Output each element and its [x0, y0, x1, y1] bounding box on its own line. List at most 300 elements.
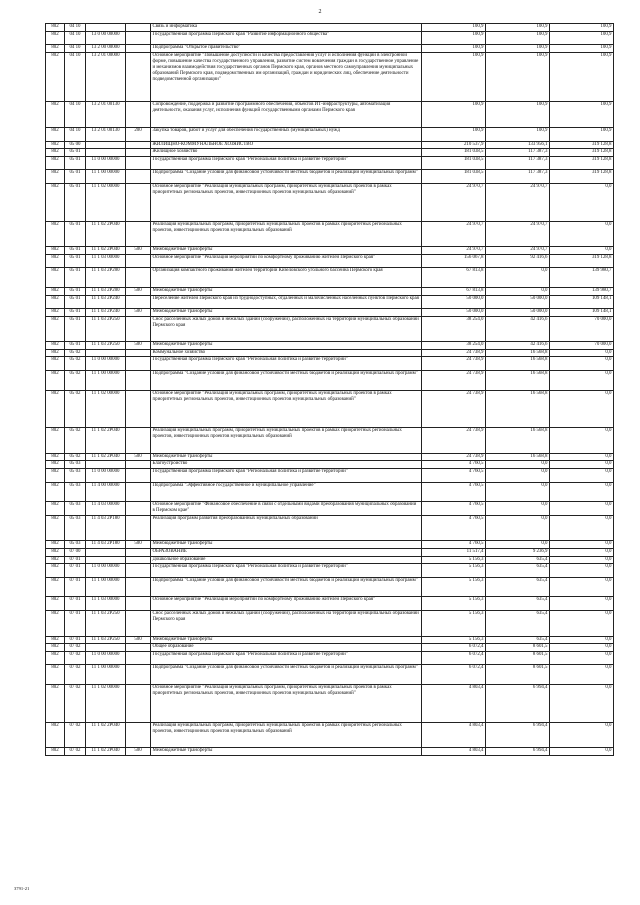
target-article-cell: 11 1 03 2Р240 [86, 295, 126, 309]
amount-year1-cell: 4 803,4 [422, 684, 486, 722]
amount-year1-cell: 67 813,8 [422, 268, 486, 288]
footer-code: 3791-21 [14, 886, 30, 891]
amount-year3-cell: 100,9 [550, 45, 614, 53]
description-cell: Подпрограмма "Создание условий для финансовой устойчивости местных бюджетов и реализации муниципальных программ" [151, 665, 422, 685]
amount-year3-cell: 70 000,0 [550, 342, 614, 350]
expense-type-cell [126, 644, 151, 652]
table-row [46, 564, 614, 578]
expense-type-cell: 500 [126, 342, 151, 350]
amount-year2-cell: 50 000,0 [486, 309, 550, 317]
amount-year3-cell: 0,0 [550, 469, 614, 483]
target-article-cell: 11 0 00 00000 [86, 357, 126, 371]
section-code-cell: 07 02 [65, 644, 86, 652]
description-cell: Государственная программа Пермского края "Развитие информационного общества" [151, 31, 422, 45]
description-cell: Подпрограмма "Создание условий для финансовой устойчивости местных бюджетов и реализации муниципальных программ" [151, 170, 422, 184]
admin-code-cell: 802 [46, 469, 65, 483]
description-cell: Реализация программ развития преобразованных муниципальных образований [151, 515, 422, 541]
amount-year2-cell: 24 970,7 [486, 221, 550, 247]
description-cell: Закупка товаров, работ и услуг для обеспечения государственных (муниципальных) нужд [151, 127, 422, 141]
section-code-cell: 05 01 [65, 221, 86, 247]
expense-type-cell [126, 295, 151, 309]
admin-code-cell: 802 [46, 651, 65, 665]
amount-year3-cell: 100,9 [550, 31, 614, 45]
section-code-cell: 07 00 [65, 549, 86, 557]
admin-code-cell: 802 [46, 254, 65, 268]
amount-year1-cell: 6 072,4 [422, 651, 486, 665]
table-row [46, 722, 614, 748]
amount-year3-cell: 0,0 [550, 482, 614, 502]
section-code-cell: 05 01 [65, 316, 86, 342]
target-article-cell: 11 1 02 2Р040 [86, 722, 126, 748]
target-article-cell: 13 0 00 00000 [86, 31, 126, 45]
amount-year2-cell: 635,4 [486, 564, 550, 578]
target-article-cell: 13 2 01 00130 [86, 102, 126, 128]
admin-code-cell: 802 [46, 748, 65, 756]
amount-year3-cell: 0,0 [550, 597, 614, 611]
table-row [46, 502, 614, 516]
amount-year1-cell: 4 760,5 [422, 469, 486, 483]
amount-year3-cell: 0,0 [550, 748, 614, 756]
admin-code-cell: 802 [46, 31, 65, 45]
description-cell: Организация компактного проживания жителей территорий Кизеловского угольного бассейна Пермского края [151, 268, 422, 288]
amount-year3-cell: 319 128,8 [550, 254, 614, 268]
section-code-cell: 05 03 [65, 515, 86, 541]
admin-code-cell: 802 [46, 610, 65, 636]
expense-type-cell [126, 170, 151, 184]
amount-year1-cell: 181 038,5 [422, 170, 486, 184]
target-article-cell: 11 4 00 00000 [86, 482, 126, 502]
target-article-cell: 11 1 02 00000 [86, 684, 126, 722]
amount-year1-cell: 4 760,5 [422, 515, 486, 541]
expense-type-cell [126, 141, 151, 149]
table-row [46, 45, 614, 53]
admin-code-cell: 802 [46, 482, 65, 502]
section-code-cell: 05 01 [65, 254, 86, 268]
table-row [46, 342, 614, 350]
expense-type-cell [126, 221, 151, 247]
amount-year2-cell: 0,0 [486, 287, 550, 295]
target-article-cell: 11 1 02 2Р040 [86, 221, 126, 247]
amount-year1-cell: 100,9 [422, 102, 486, 128]
section-code-cell: 05 03 [65, 469, 86, 483]
amount-year2-cell: 0,0 [486, 502, 550, 516]
table-row [46, 309, 614, 317]
section-code-cell: 05 01 [65, 309, 86, 317]
section-code-cell: 07 01 [65, 610, 86, 636]
amount-year3-cell: 0,0 [550, 349, 614, 357]
amount-year2-cell: 117 387,3 [486, 170, 550, 184]
expense-type-cell [126, 349, 151, 357]
amount-year3-cell: 0,0 [550, 515, 614, 541]
amount-year1-cell: 6 072,4 [422, 665, 486, 685]
table-row [46, 636, 614, 644]
budget-table-container [45, 23, 613, 756]
description-cell: Основное мероприятие "Реализация мероприятий по комфортному проживанию жителей Пермского края" [151, 597, 422, 611]
amount-year1-cell: 24 738,9 [422, 390, 486, 428]
amount-year3-cell: 100,9 [550, 127, 614, 141]
admin-code-cell: 802 [46, 390, 65, 428]
table-row [46, 24, 614, 32]
section-code-cell: 07 01 [65, 556, 86, 564]
section-code-cell: 07 02 [65, 665, 86, 685]
amount-year2-cell: 16 568,8 [486, 453, 550, 461]
amount-year1-cell: 5 156,3 [422, 564, 486, 578]
description-cell: Межбюджетные трансферты [151, 748, 422, 756]
amount-year3-cell: 0,0 [550, 428, 614, 454]
amount-year2-cell: 8 601,5 [486, 644, 550, 652]
amount-year2-cell: 0,0 [486, 482, 550, 502]
expense-type-cell [126, 52, 151, 102]
amount-year3-cell: 0,0 [550, 247, 614, 255]
expense-type-cell [126, 31, 151, 45]
description-cell: Основное мероприятие "Реализация муниципальных программ, приоритетных муниципальных проектов в рамках приоритетных региональных проектов, инвестиционных проектов муниципальных образований" [151, 390, 422, 428]
amount-year3-cell: 0,0 [550, 684, 614, 722]
amount-year1-cell: 100,9 [422, 45, 486, 53]
section-code-cell: 05 01 [65, 149, 86, 157]
admin-code-cell: 802 [46, 597, 65, 611]
admin-code-cell: 802 [46, 644, 65, 652]
section-code-cell: 05 01 [65, 183, 86, 221]
amount-year1-cell: 5 156,3 [422, 556, 486, 564]
description-cell: Подпрограмма "Эффективное государственное и муниципальное управление" [151, 482, 422, 502]
expense-type-cell [126, 577, 151, 597]
amount-year1-cell: 50 000,0 [422, 295, 486, 309]
amount-year3-cell: 139 980,7 [550, 268, 614, 288]
description-cell: Реализация муниципальных программ, приоритетных муниципальных проектов в рамках приоритетных региональных проектов, инвестиционных проектов муниципальных образований [151, 722, 422, 748]
description-cell: Подпрограмма "Открытое правительство" [151, 45, 422, 53]
section-code-cell: 05 01 [65, 342, 86, 350]
amount-year1-cell: 4 803,4 [422, 748, 486, 756]
amount-year1-cell: 24 738,9 [422, 428, 486, 454]
amount-year3-cell: 139 980,7 [550, 287, 614, 295]
amount-year3-cell: 0,0 [550, 556, 614, 564]
amount-year1-cell: 4 760,5 [422, 541, 486, 549]
amount-year2-cell: 100,9 [486, 102, 550, 128]
amount-year2-cell: 100,9 [486, 45, 550, 53]
table-row [46, 295, 614, 309]
description-cell: Переселение жителей Пермского края из труднодоступных, отдаленных и малочисленных населенных пунктов Пермского края [151, 295, 422, 309]
section-code-cell: 04 10 [65, 24, 86, 32]
target-article-cell: 11 1 02 2Р040 [86, 748, 126, 756]
amount-year2-cell: 24 970,7 [486, 183, 550, 221]
description-cell: Общее образование [151, 644, 422, 652]
table-row [46, 610, 614, 636]
expense-type-cell [126, 254, 151, 268]
amount-year1-cell: 5 156,3 [422, 577, 486, 597]
table-row [46, 287, 614, 295]
section-code-cell: 07 01 [65, 636, 86, 644]
target-article-cell: 11 0 00 00000 [86, 469, 126, 483]
expense-type-cell [126, 665, 151, 685]
expense-type-cell [126, 316, 151, 342]
amount-year3-cell: 100,9 [550, 52, 614, 102]
target-article-cell: 11 4 03 00000 [86, 502, 126, 516]
target-article-cell [86, 149, 126, 157]
target-article-cell [86, 141, 126, 149]
target-article-cell: 11 1 02 2Р040 [86, 428, 126, 454]
expense-type-cell [126, 469, 151, 483]
target-article-cell: 11 1 02 00000 [86, 183, 126, 221]
amount-year2-cell: 16 568,8 [486, 357, 550, 371]
target-article-cell: 11 1 03 2Р200 [86, 287, 126, 295]
admin-code-cell: 802 [46, 24, 65, 32]
admin-code-cell: 802 [46, 268, 65, 288]
target-article-cell: 11 0 00 00000 [86, 651, 126, 665]
table-row [46, 102, 614, 128]
amount-year1-cell: 5 156,3 [422, 610, 486, 636]
amount-year1-cell: 24 738,9 [422, 371, 486, 391]
section-code-cell: 05 01 [65, 247, 86, 255]
admin-code-cell: 802 [46, 102, 65, 128]
target-article-cell: 11 1 00 00000 [86, 371, 126, 391]
description-cell: Межбюджетные трансферты [151, 287, 422, 295]
admin-code-cell: 802 [46, 52, 65, 102]
table-row [46, 221, 614, 247]
expense-type-cell [126, 461, 151, 469]
table-row [46, 556, 614, 564]
description-cell: Государственная программа Пермского края "Региональная политика и развитие территорий" [151, 564, 422, 578]
table-row [46, 549, 614, 557]
expense-type-cell [126, 357, 151, 371]
amount-year2-cell: 6 994,4 [486, 684, 550, 722]
section-code-cell: 05 02 [65, 428, 86, 454]
page-number: 2 [318, 9, 322, 15]
expense-type-cell [126, 428, 151, 454]
table-row [46, 684, 614, 722]
amount-year2-cell: 117 387,3 [486, 156, 550, 170]
table-row [46, 316, 614, 342]
description-cell: Дошкольное образование [151, 556, 422, 564]
table-row [46, 156, 614, 170]
admin-code-cell: 802 [46, 156, 65, 170]
amount-year1-cell: 156 067,8 [422, 254, 486, 268]
amount-year3-cell: 0,0 [550, 577, 614, 597]
target-article-cell: 11 1 03 00000 [86, 597, 126, 611]
expense-type-cell [126, 684, 151, 722]
table-row [46, 149, 614, 157]
description-cell: Благоустройство [151, 461, 422, 469]
amount-year2-cell: 16 568,8 [486, 390, 550, 428]
amount-year2-cell: 133 956,1 [486, 141, 550, 149]
amount-year1-cell: 100,9 [422, 31, 486, 45]
amount-year2-cell: 6 994,4 [486, 748, 550, 756]
target-article-cell: 11 0 00 00000 [86, 156, 126, 170]
description-cell: Снос расселенных жилых домов и нежилых зданий (сооружений), расположенных на территории муниципальных образований Пермского края [151, 610, 422, 636]
expense-type-cell [126, 102, 151, 128]
expense-type-cell: 500 [126, 748, 151, 756]
amount-year3-cell: 0,0 [550, 371, 614, 391]
description-cell: Жилищное хозяйство [151, 149, 422, 157]
section-code-cell: 04 10 [65, 52, 86, 102]
target-article-cell: 11 1 03 2Р200 [86, 268, 126, 288]
admin-code-cell: 802 [46, 371, 65, 391]
amount-year3-cell: 319 128,8 [550, 141, 614, 149]
expense-type-cell [126, 502, 151, 516]
admin-code-cell: 802 [46, 453, 65, 461]
description-cell: Межбюджетные трансферты [151, 541, 422, 549]
target-article-cell: 11 4 03 2Р180 [86, 541, 126, 549]
amount-year2-cell: 635,4 [486, 556, 550, 564]
target-article-cell [86, 556, 126, 564]
target-article-cell: 11 1 03 2Р250 [86, 342, 126, 350]
section-code-cell: 05 01 [65, 268, 86, 288]
amount-year3-cell: 0,0 [550, 221, 614, 247]
target-article-cell [86, 644, 126, 652]
admin-code-cell: 802 [46, 309, 65, 317]
amount-year2-cell: 16 568,8 [486, 371, 550, 391]
description-cell: Основное мероприятие "Финансовое обеспечение в связи с отдельными видами преобразования муниципальных образований в Пермском крае" [151, 502, 422, 516]
amount-year3-cell: 0,0 [550, 183, 614, 221]
amount-year1-cell: 4 803,4 [422, 722, 486, 748]
table-row [46, 644, 614, 652]
admin-code-cell: 802 [46, 428, 65, 454]
section-code-cell: 05 01 [65, 287, 86, 295]
admin-code-cell: 802 [46, 515, 65, 541]
amount-year1-cell: 100,9 [422, 52, 486, 102]
admin-code-cell: 802 [46, 287, 65, 295]
table-row [46, 597, 614, 611]
amount-year2-cell: 100,9 [486, 52, 550, 102]
section-code-cell: 05 03 [65, 541, 86, 549]
amount-year1-cell: 24 738,9 [422, 357, 486, 371]
amount-year2-cell: 0,0 [486, 515, 550, 541]
section-code-cell: 05 03 [65, 502, 86, 516]
description-cell: Государственная программа Пермского края "Региональная политика и развитие территорий" [151, 357, 422, 371]
table-row [46, 651, 614, 665]
section-code-cell: 05 00 [65, 141, 86, 149]
description-cell: Государственная программа Пермского края "Региональная политика и развитие территорий" [151, 156, 422, 170]
admin-code-cell: 802 [46, 141, 65, 149]
amount-year3-cell: 70 000,0 [550, 316, 614, 342]
expense-type-cell [126, 156, 151, 170]
amount-year1-cell: 50 000,0 [422, 309, 486, 317]
amount-year1-cell: 6 072,4 [422, 644, 486, 652]
amount-year1-cell: 181 038,5 [422, 156, 486, 170]
amount-year3-cell: 0,0 [550, 357, 614, 371]
description-cell: Межбюджетные трансферты [151, 453, 422, 461]
target-article-cell [86, 461, 126, 469]
amount-year2-cell: 92 416,6 [486, 254, 550, 268]
description-cell: Основное мероприятие "Повышение доступности и качества предоставления услуг и исполнения функций в электронной форме, повышение качества государственного управления, развитие систем вовлечения граждан в государственное управление и механизмов взаимодействия государственных органов Пермского края, органов местного самоуправления муниципальных образований Пермского края, подведомственных им организаций, граждан и юридических лиц, обеспечение деятельности подведомственной организации" [151, 52, 422, 102]
target-article-cell: 11 1 00 00000 [86, 170, 126, 184]
expense-type-cell [126, 371, 151, 391]
table-row [46, 52, 614, 102]
description-cell: Сопровождение, поддержка и развитие программного обеспечения, объектов ИТ-инфраструктуры, автоматизация деятельности, оказания услуг, исполнения функций государственными органами Пермского края [151, 102, 422, 128]
table-row [46, 268, 614, 288]
description-cell: Основное мероприятие "Реализация мероприятий по комфортному проживанию жителей Пермского края" [151, 254, 422, 268]
amount-year2-cell: 16 568,8 [486, 428, 550, 454]
expense-type-cell: 500 [126, 247, 151, 255]
description-cell: Реализация муниципальных программ, приоритетных муниципальных проектов в рамках приоритетных региональных проектов, инвестиционных проектов муниципальных образований [151, 221, 422, 247]
amount-year1-cell: 4 760,5 [422, 482, 486, 502]
amount-year1-cell: 5 156,3 [422, 636, 486, 644]
table-row [46, 748, 614, 756]
target-article-cell [86, 349, 126, 357]
amount-year2-cell: 635,4 [486, 577, 550, 597]
admin-code-cell: 802 [46, 349, 65, 357]
amount-year2-cell: 635,4 [486, 610, 550, 636]
target-article-cell [86, 24, 126, 32]
amount-year2-cell: 100,9 [486, 24, 550, 32]
amount-year2-cell: 0,0 [486, 469, 550, 483]
target-article-cell: 13 2 01 00130 [86, 127, 126, 141]
admin-code-cell: 802 [46, 357, 65, 371]
table-row [46, 247, 614, 255]
expense-type-cell: 500 [126, 287, 151, 295]
amount-year2-cell: 6 994,4 [486, 722, 550, 748]
description-cell: Связь и информатика [151, 24, 422, 32]
description-cell: ОБРАЗОВАНИЕ [151, 549, 422, 557]
expense-type-cell [126, 610, 151, 636]
amount-year2-cell: 635,4 [486, 636, 550, 644]
amount-year1-cell: 100,9 [422, 127, 486, 141]
section-code-cell: 04 10 [65, 102, 86, 128]
section-code-cell: 04 10 [65, 45, 86, 53]
target-article-cell: 11 1 03 2Р250 [86, 316, 126, 342]
expense-type-cell: 200 [126, 127, 151, 141]
amount-year3-cell: 0,0 [550, 665, 614, 685]
section-code-cell: 05 03 [65, 461, 86, 469]
section-code-cell: 05 02 [65, 390, 86, 428]
table-row [46, 254, 614, 268]
section-code-cell: 05 02 [65, 349, 86, 357]
amount-year2-cell: 0,0 [486, 461, 550, 469]
amount-year1-cell: 181 038,5 [422, 149, 486, 157]
target-article-cell: 11 1 02 2Р040 [86, 453, 126, 461]
amount-year2-cell: 42 416,6 [486, 316, 550, 342]
amount-year3-cell: 0,0 [550, 390, 614, 428]
section-code-cell: 07 02 [65, 748, 86, 756]
section-code-cell: 07 01 [65, 564, 86, 578]
section-code-cell: 05 02 [65, 357, 86, 371]
admin-code-cell: 802 [46, 722, 65, 748]
admin-code-cell: 802 [46, 45, 65, 53]
description-cell: Подпрограмма "Создание условий для финансовой устойчивости местных бюджетов и реализации муниципальных программ" [151, 371, 422, 391]
target-article-cell: 11 1 02 2Р040 [86, 247, 126, 255]
expense-type-cell [126, 149, 151, 157]
table-row [46, 170, 614, 184]
amount-year3-cell: 109 148,1 [550, 309, 614, 317]
section-code-cell: 07 01 [65, 597, 86, 611]
table-row [46, 183, 614, 221]
section-code-cell: 07 01 [65, 577, 86, 597]
table-row [46, 371, 614, 391]
admin-code-cell: 802 [46, 316, 65, 342]
amount-year1-cell: 24 970,7 [422, 221, 486, 247]
description-cell: Снос расселенных жилых домов и нежилых зданий (сооружений), расположенных на территории муниципальных образований Пермского края [151, 316, 422, 342]
description-cell: Межбюджетные трансферты [151, 309, 422, 317]
amount-year2-cell: 8 601,5 [486, 651, 550, 665]
table-row [46, 127, 614, 141]
table-row [46, 390, 614, 428]
amount-year1-cell: 4 760,5 [422, 461, 486, 469]
table-row [46, 482, 614, 502]
expense-type-cell [126, 549, 151, 557]
amount-year1-cell: 210 537,9 [422, 141, 486, 149]
expense-type-cell [126, 45, 151, 53]
admin-code-cell: 802 [46, 149, 65, 157]
expense-type-cell [126, 597, 151, 611]
description-cell: ЖИЛИЩНО-КОММУНАЛЬНОЕ ХОЗЯЙСТВО [151, 141, 422, 149]
admin-code-cell: 802 [46, 549, 65, 557]
table-row [46, 469, 614, 483]
amount-year1-cell: 24 970,7 [422, 247, 486, 255]
amount-year3-cell: 0,0 [550, 461, 614, 469]
expense-type-cell: 500 [126, 309, 151, 317]
section-code-cell: 07 02 [65, 722, 86, 748]
admin-code-cell: 802 [46, 636, 65, 644]
amount-year1-cell: 24 738,9 [422, 349, 486, 357]
